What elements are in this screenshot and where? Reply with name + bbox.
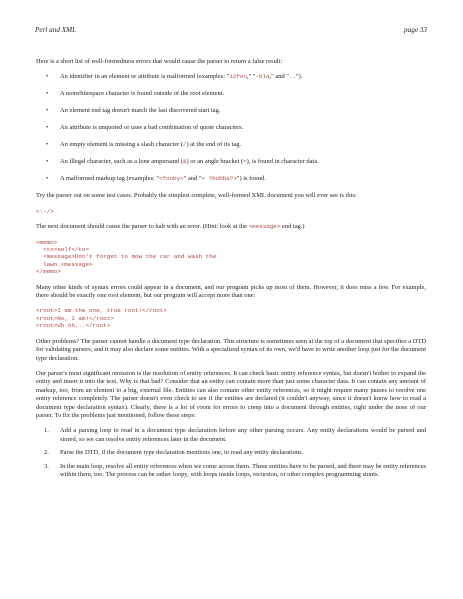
code-block-simplest: <:-/> <box>36 207 54 215</box>
list-item: • A nonwhitespace character is found outside of the root element. <box>36 90 426 98</box>
code-inline: / <box>183 141 187 149</box>
step-number: 3. <box>44 462 49 470</box>
try-paragraph: Try the parser out on some test cases. Probably the simplest complete, well-formed XML document you will ever see is this: <box>36 192 357 200</box>
list-item: • A malformed markup tag (examples: "<fooby<" and "< ?bubba?>") is found. <box>36 175 426 183</box>
next-paragraph: The next document should cause the parser to halt with an error. (Hint: look at the <message> end tag.) <box>36 223 305 231</box>
steps-list <box>36 427 426 479</box>
omission-paragraph: Our parser's most significant omission is the resolution of entity references. It can check basic entity reference syntax, but doesn't bother to expand the entity and insert it into the text. Why is that bad? Consider that an entity can contain more than just some character data. It can contain any amount of markup, too, from an element to a big, external file. Entities can also contain other entity references, so it might require many passes to resolve one entity reference completely. The parser doesn't even check to see if the entities are declared (it couldn't anyway, since it doesn't know how to read a document type declaration syntax). Clearly, there is a lot of room for errors to creep into a document through entities, right under the nose of our parser. To fix the problems just mentioned, follow these steps: <box>36 369 426 419</box>
page-header <box>35 26 427 38</box>
list-item: • An identifier in an element or attribute is malformed (examples: "12foo," "-bla," and ".."). <box>36 73 426 81</box>
header-book-title: Perl and XML <box>35 26 77 34</box>
code-inline: < ?bubba?> <box>201 175 237 183</box>
header-page-number: page 33 <box>404 26 427 34</box>
other-problems-paragraph: Other problems? The parser cannot handle a document type declaration. This structure is sometimes seen at the top of a document that specifies a DTD for validating parsers, and it may also declare some entities. With a specialized syntax of its own, we'd have to write another loop just for the document type declaration. <box>36 337 426 362</box>
list-item: • An element end tag doesn't match the last discovered start tag. <box>36 107 426 115</box>
code-inline: <fooby< <box>158 175 184 183</box>
list-item: • An empty element is missing a slash character (/) at the end of its tag. <box>36 141 426 149</box>
list-item: • An illegal character, such as a lone ampersand (&) or an angle bracket (<), is found in character data. <box>36 158 426 166</box>
step-number: 2. <box>44 449 49 457</box>
many-errors-paragraph: Many other kinds of syntax errors could appear in a document, and our program picks up most of them. However, it does miss a few. For example, there should be exactly one root element, but our program will accept more than one: <box>36 283 426 300</box>
code-block-memo: <memo> <to>self</to> <message>Don't forget to mow the car and wash the lawn.<message> </memo> <box>36 238 217 276</box>
code-block-roots: <root>I am the one, true root!</root> <root>No, I am!</root> <root>Uh oh...</root> <box>36 307 167 330</box>
code-inline: < <box>243 158 247 166</box>
list-item: 3. In the main loop, resolve all entity references when we come across them. These entities have to be parsed, and there may be entity references within them, too. The process can be rather loopy, with loops inside loops, recursion, or other complex programming stunts. <box>44 462 426 478</box>
code-inline: .. <box>288 73 297 81</box>
list-item: • An attribute is unquoted or uses a bad combination of quote characters. <box>36 124 426 132</box>
list-item: 1. Add a parsing loop to read in a document type declaration before any other parsing occurs. Any entity declarations would be parsed and stored, so we can resolve entity references later in the document. <box>44 427 426 443</box>
intro-paragraph: Here is a short list of well-formedness errors that would cause the parser to return a false result: <box>36 58 283 65</box>
step-number: 1. <box>44 427 49 435</box>
code-inline: <message> <box>248 223 281 231</box>
error-list <box>36 73 426 183</box>
code-inline: -bla <box>255 73 270 81</box>
code-inline: 12foo <box>229 73 247 81</box>
page-body <box>36 58 426 484</box>
code-inline: & <box>182 158 187 166</box>
list-item: 2. Parse the DTD, if the document type declaration mentions one, to read any entity declarations. <box>44 449 304 457</box>
